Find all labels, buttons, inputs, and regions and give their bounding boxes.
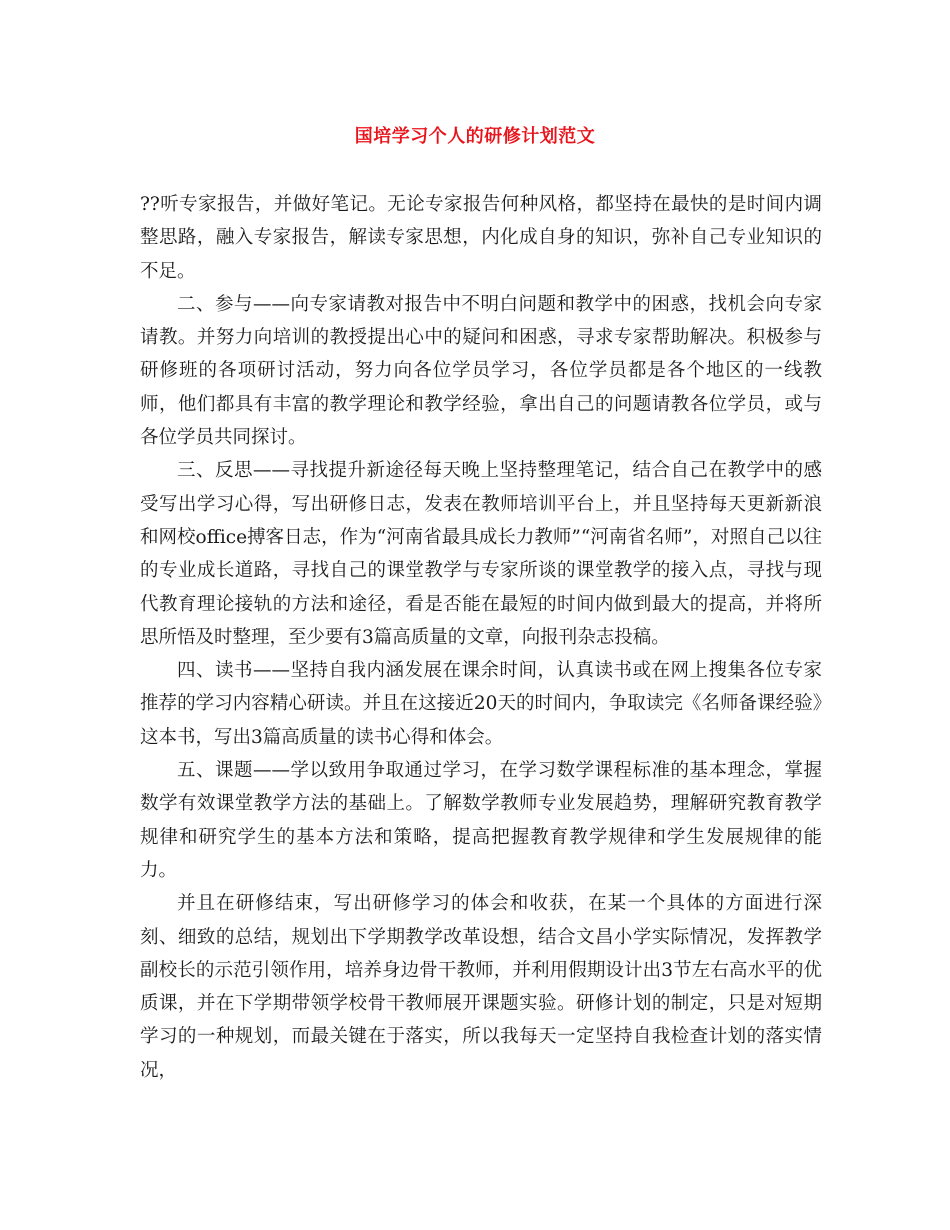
paragraph-participate: 二、参与——向专家请教对报告中不明白问题和教学中的困惑，找机会向专家请教。并努力向培训的教授提出心中的疑问和困惑，寻求专家帮助解决。积极参与研修班的各项研讨活动，努力向各位学员学习，各位学员都是各个地区的一线教师，他们都具有丰富的教学理论和教学经验，拿出自己的问题请教各位学员，或与各位学员共同探讨。	[140, 293, 822, 449]
paragraph-reflect: 三、反思——寻找提升新途径每天晚上坚持整理笔记，结合自己在教学中的感受写出学习心得，写出研修日志，发表在教师培训平台上，并且坚持每天更新新浪和网校office搏客日志，作为“河南省最具成长力教师”“河南省名师”，对照自己以往的专业成长道路，寻找自己的课堂教学与专家所谈的课堂教学的接入点，寻找与现代教育理论接轨的方法和途径，看是否能在最短的时间内做到最大的提高，并将所思所悟及时整理，至少要有3篇高质量的文章，向报刊杂志投稿。	[140, 460, 822, 648]
paragraph-read: 四、读书——坚持自我内涵发展在课余时间，认真读书或在网上搜集各位专家推荐的学习内容精心研读。并且在这接近20天的时间内，争取读完《名师备课经验》这本书，写出3篇高质量的读书心得和体会。	[140, 660, 822, 748]
paragraph-summary: 并且在研修结束，写出研修学习的体会和收获，在某一个具体的方面进行深刻、细致的总结，规划出下学期教学改革设想，结合文昌小学实际情况，发挥教学副校长的示范引领作用，培养身边骨干教师，并利用假期设计出3节左右高水平的优质课，并在下学期带领学校骨干教师展开课题实验。研修计划的制定，只是对短期学习的一种规划，而最关键在于落实，所以我每天一定坚持自我检查计划的落实情况，	[140, 893, 822, 1081]
paragraph-research-topic: 五、课题——学以致用争取通过学习，在学习数学课程标准的基本理念，掌握数学有效课堂教学方法的基础上。了解数学教师专业发展趋势，理解研究教育教学规律和研究学生的基本方法和策略，提高把握教育教学规律和学生发展规律的能力。	[140, 760, 822, 881]
document-body	[140, 188, 822, 1087]
paragraph-listen-reports: ??听专家报告，并做好笔记。无论专家报告何种风格，都坚持在最快的是时间内调整思路，融入专家报告，解读专家思想，内化成自身的知识，弥补自己专业知识的不足。	[140, 194, 822, 282]
document-title: 国培学习个人的研修计划范文	[354, 126, 596, 147]
